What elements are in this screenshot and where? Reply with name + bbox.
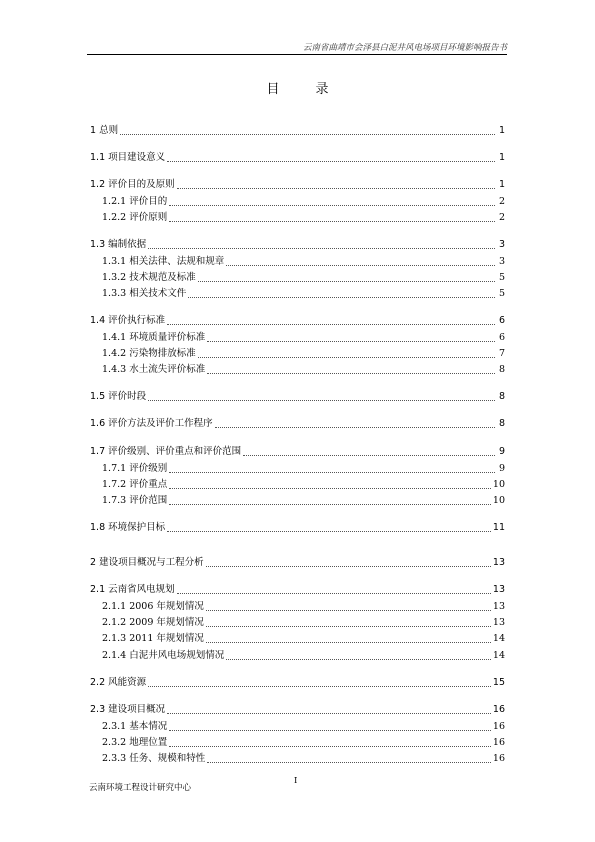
toc-entry-label: 1.8 环境保护目标 — [90, 522, 166, 533]
toc-entry[interactable] — [102, 600, 505, 614]
footer-organization: 云南环境工程设计研究中心 — [89, 783, 192, 793]
toc-entry[interactable] — [102, 347, 505, 361]
toc-dot-leader — [169, 745, 491, 747]
toc-entry-label: 2.3.1 基本情况 — [102, 721, 168, 732]
toc-entry-page-number: 2 — [498, 196, 505, 207]
toc-dot-leader — [177, 187, 495, 189]
toc-entry-label: 1.4.3 水土流失评价标准 — [102, 364, 206, 375]
toc-entry-page-number: 8 — [498, 364, 505, 375]
toc-entry[interactable] — [102, 287, 505, 301]
toc-entry[interactable] — [102, 649, 505, 663]
toc-dot-leader — [167, 712, 491, 714]
toc-entry[interactable] — [102, 462, 505, 476]
toc-entry-page-number: 14 — [492, 650, 505, 661]
toc-entry-page-number: 8 — [498, 418, 505, 429]
toc-dot-leader — [206, 641, 491, 643]
toc-entry-page-number: 13 — [492, 584, 505, 595]
toc-dot-leader — [206, 565, 491, 567]
toc-dot-leader — [169, 471, 495, 473]
toc-entry-page-number: 15 — [492, 677, 505, 688]
toc-entry-label: 1.5 评价时段 — [90, 391, 147, 402]
toc-entry[interactable] — [90, 178, 505, 192]
toc-entry-page-number: 1 — [498, 125, 505, 136]
toc-entry-label: 1.6 评价方法及评价工作程序 — [90, 418, 213, 429]
toc-dot-leader — [167, 530, 491, 532]
toc-entry-page-number: 5 — [498, 272, 505, 283]
toc-dot-leader — [226, 658, 491, 660]
toc-dot-leader — [169, 220, 495, 222]
toc-dot-leader — [206, 609, 491, 611]
toc-entry[interactable] — [90, 238, 505, 252]
toc-entry-label: 2.3.2 地理位置 — [102, 737, 168, 748]
toc-entry-page-number: 13 — [492, 601, 505, 612]
toc-entry[interactable] — [102, 736, 505, 750]
toc-entry-page-number: 1 — [498, 179, 505, 190]
toc-entry-page-number: 9 — [498, 463, 505, 474]
toc-entry-label: 1.7.1 评价级别 — [102, 463, 168, 474]
toc-entry-label: 2.3 建设项目概况 — [90, 704, 166, 715]
toc-dot-leader — [169, 729, 491, 731]
toc-entry[interactable] — [102, 478, 505, 492]
toc-dot-leader — [207, 761, 491, 763]
toc-entry[interactable] — [102, 752, 505, 766]
toc-entry-label: 2 建设项目概况与工程分析 — [90, 557, 204, 568]
toc-entry-page-number: 6 — [498, 315, 505, 326]
toc-entry[interactable] — [102, 195, 505, 209]
toc-entry-label: 2.3.3 任务、规模和特性 — [102, 753, 206, 764]
toc-dot-leader — [207, 372, 495, 374]
toc-entry-label: 1.3.2 技术规范及标准 — [102, 272, 196, 283]
toc-entry-page-number: 10 — [492, 495, 505, 506]
toc-dot-leader — [148, 399, 495, 401]
toc-entry[interactable] — [90, 417, 505, 431]
toc-entry[interactable] — [90, 703, 505, 717]
toc-entry-label: 1.2.1 评价目的 — [102, 196, 168, 207]
toc-entry[interactable] — [102, 331, 505, 345]
toc-entry-label: 1.7.2 评价重点 — [102, 479, 168, 490]
toc-entry-label: 2.1.1 2006 年规划情况 — [102, 601, 204, 612]
toc-entry-label: 1.3.1 相关法律、法规和规章 — [102, 256, 225, 267]
toc-entry-label: 1.4.2 污染物排放标准 — [102, 348, 196, 359]
toc-entry-page-number: 9 — [498, 446, 505, 457]
toc-dot-leader — [148, 247, 495, 249]
toc-dot-leader — [206, 625, 491, 627]
toc-dot-leader — [198, 280, 495, 282]
toc-entry[interactable] — [102, 211, 505, 225]
toc-entry-page-number: 13 — [492, 617, 505, 628]
toc-entry-label: 1.2 评价目的及原则 — [90, 179, 175, 190]
toc-entry[interactable] — [102, 494, 505, 508]
toc-entry-label: 1.2.2 评价原则 — [102, 212, 168, 223]
toc-entry[interactable] — [90, 676, 505, 690]
toc-entry-label: 2.1.3 2011 年规划情况 — [102, 633, 204, 644]
toc-dot-leader — [215, 426, 495, 428]
toc-entry[interactable] — [90, 445, 505, 459]
toc-entry[interactable] — [102, 720, 505, 734]
toc-dot-leader — [148, 685, 491, 687]
toc-entry[interactable] — [90, 124, 505, 138]
toc-entry-page-number: 8 — [498, 391, 505, 402]
toc-dot-leader — [167, 323, 495, 325]
toc-entry-label: 1.4.1 环境质量评价标准 — [102, 332, 206, 343]
toc-entry-page-number: 3 — [498, 256, 505, 267]
toc-entry-label: 1.4 评价执行标准 — [90, 315, 166, 326]
toc-dot-leader — [167, 160, 495, 162]
toc-entry-page-number: 7 — [498, 348, 505, 359]
toc-entry[interactable] — [90, 151, 505, 165]
toc-entry-page-number: 16 — [492, 721, 505, 732]
toc-dot-leader — [120, 133, 495, 135]
running-header: 云南省曲靖市会泽县白泥井风电场项目环境影响报告书 — [302, 43, 507, 53]
toc-dot-leader — [198, 356, 495, 358]
toc-entry[interactable] — [90, 583, 505, 597]
toc-entry[interactable] — [102, 363, 505, 377]
toc-entry-label: 2.2 风能资源 — [90, 677, 147, 688]
toc-dot-leader — [177, 592, 491, 594]
toc-entry-label: 1.3.3 相关技术文件 — [102, 288, 187, 299]
toc-entry-page-number: 1 — [498, 152, 505, 163]
toc-dot-leader — [169, 503, 491, 505]
toc-entry-page-number: 11 — [492, 522, 505, 533]
toc-entry-page-number: 14 — [492, 633, 505, 644]
toc-dot-leader — [169, 204, 495, 206]
toc-dot-leader — [207, 340, 495, 342]
toc-entry-page-number: 10 — [492, 479, 505, 490]
toc-entry-label: 1.7.3 评价范围 — [102, 495, 168, 506]
toc-entry-page-number: 5 — [498, 288, 505, 299]
toc-entry-label: 2.1.4 白泥井风电场规划情况 — [102, 650, 225, 661]
toc-entry-page-number: 16 — [492, 737, 505, 748]
footer-page-number: I — [294, 776, 298, 786]
toc-dot-leader — [226, 264, 495, 266]
toc-entry-page-number: 16 — [492, 753, 505, 764]
toc-entry-page-number: 3 — [498, 239, 505, 250]
toc-entry-page-number: 2 — [498, 212, 505, 223]
toc-entry[interactable] — [102, 271, 505, 285]
toc-entry[interactable] — [102, 255, 505, 269]
toc-title: 目录 — [266, 82, 365, 97]
toc-entry[interactable] — [102, 616, 505, 630]
toc-entry[interactable] — [102, 632, 505, 646]
toc-entry[interactable] — [90, 556, 505, 570]
toc-entry-label: 2.1.2 2009 年规划情况 — [102, 617, 204, 628]
toc-entry-label: 1.1 项目建设意义 — [90, 152, 166, 163]
toc-entry[interactable] — [90, 521, 505, 535]
toc-entry-page-number: 13 — [492, 557, 505, 568]
toc-entry-label: 1.3 编制依据 — [90, 239, 147, 250]
toc-dot-leader — [243, 454, 495, 456]
toc-entry-label: 1.7 评价级别、评价重点和评价范围 — [90, 446, 242, 457]
toc-entry-label: 1 总则 — [90, 125, 119, 136]
toc-dot-leader — [169, 487, 491, 489]
toc-entry-label: 2.1 云南省风电规划 — [90, 584, 175, 595]
toc-dot-leader — [188, 296, 495, 298]
toc-entry[interactable] — [90, 390, 505, 404]
toc-entry[interactable] — [90, 314, 505, 328]
toc-entry-page-number: 6 — [498, 332, 505, 343]
toc-entry-page-number: 16 — [492, 704, 505, 715]
